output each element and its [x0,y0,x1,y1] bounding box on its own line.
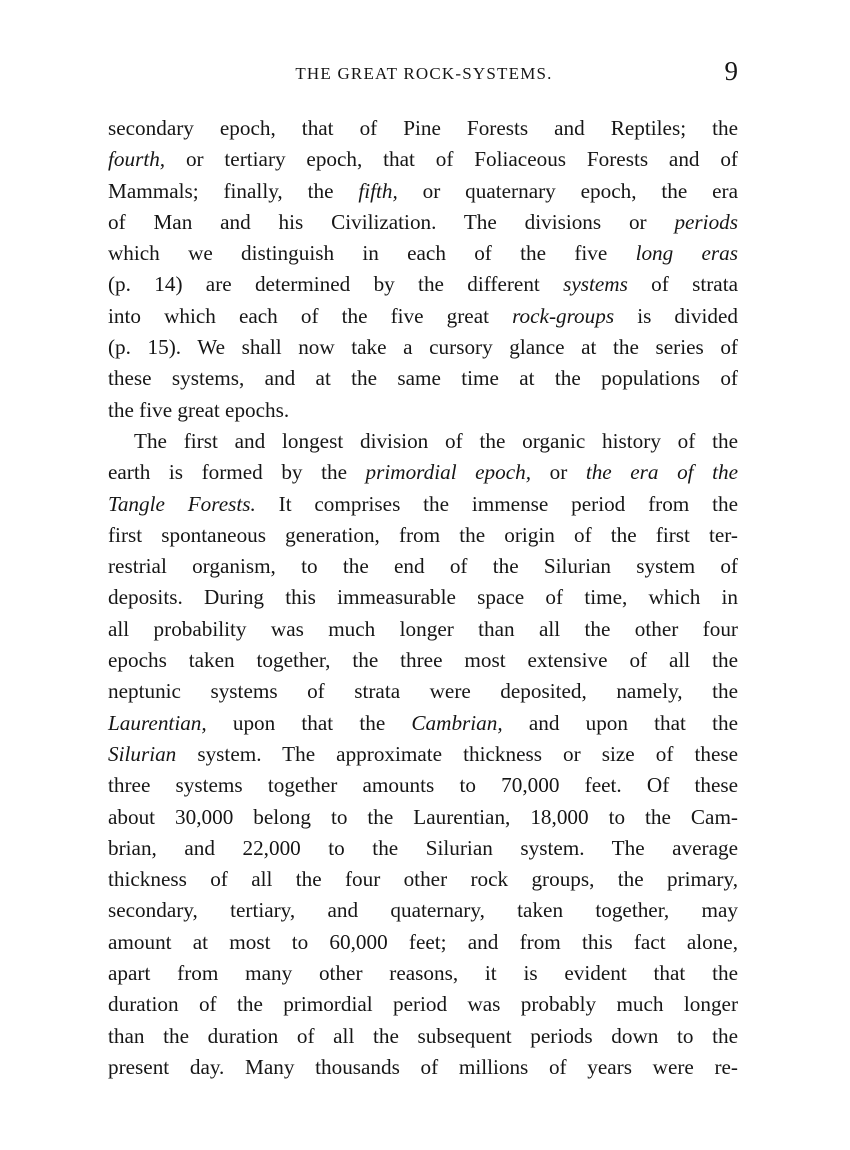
text-run: or [531,460,586,485]
text-run: Mammals; finally, the [108,178,359,203]
text-run: into which each of the five great [108,303,513,328]
text-run: the five great epochs. [108,397,290,422]
text-line [108,113,738,144]
text-line [108,489,738,520]
body-text [108,113,738,1083]
text-line [108,176,738,207]
text-line [108,958,738,989]
text-run: of Man and his Civilization. The divisions or [108,209,675,234]
text-line [108,269,738,300]
text-line [108,238,738,269]
text-line [108,864,738,895]
paragraph [108,113,738,426]
text-run: (p. 15). We shall now take a cursory glance at the series of [108,335,738,360]
italic-text: Laurentian, [108,710,207,735]
text-line [108,301,738,332]
text-run: secondary epoch, that of Pine Forests and Reptiles; the [108,116,738,140]
italic-text: Tangle Forests. [108,491,256,516]
text-line [108,457,738,488]
text-line [108,614,738,645]
text-line [108,520,738,551]
italic-text: primordial epoch, [365,460,532,485]
text-line [108,645,738,676]
text-line [108,332,738,363]
text-run: The first and longest division of the organic history of the [134,428,738,453]
italic-text: the era of the [585,460,739,485]
text-run: upon that the [206,710,412,735]
italic-text: periods [674,209,738,234]
text-line [108,802,738,833]
text-line [108,708,738,739]
text-line [108,739,738,770]
text-run: epochs taken together, the three most extensive of all the [108,648,738,673]
italic-text: systems [563,272,628,297]
page-number: 9 [724,56,738,86]
text-run: first spontaneous generation, from the origin of the first ter- [108,522,738,547]
text-line [108,551,738,582]
text-line [108,207,738,238]
text-line [108,989,738,1020]
text-run: system. The approximate thickness or size of these [176,741,738,766]
italic-text: long eras [635,241,739,266]
text-run: which we distinguish in each of the five [108,241,636,266]
text-line [108,1052,738,1083]
text-run: neptunic systems of strata were deposited, namely, the [108,679,738,704]
text-line [108,927,738,958]
text-line [108,426,738,457]
paragraph [108,426,738,1083]
text-run: It comprises the immense period from the [255,491,738,516]
text-run: thickness of all the four other rock groups, the primary, [108,867,738,892]
text-line [108,363,738,394]
italic-text: Cambrian, [411,710,503,735]
text-run: or quaternary epoch, the era [397,178,738,203]
text-line [108,1021,738,1052]
text-run: earth is formed by the [108,460,366,485]
text-run: is divided [614,303,738,328]
text-line [108,833,738,864]
text-line [108,395,738,426]
text-run: restrial organism, to the end of the Silurian system of [108,554,738,579]
text-line [108,582,738,613]
text-run: present day. Many thousands of millions of years were re- [108,1054,738,1079]
text-line [108,770,738,801]
text-run: secondary, tertiary, and quaternary, taken together, may [108,898,738,923]
text-run: of strata [627,272,738,297]
italic-text: fifth, [358,178,398,203]
italic-text: fourth, [108,147,166,172]
text-line [108,676,738,707]
text-run: deposits. During this immeasurable space of time, which in [108,585,738,610]
text-run: apart from many other reasons, it is evident that the [108,961,738,986]
text-run: than the duration of all the subsequent periods down to the [108,1023,738,1048]
text-run: about 30,000 belong to the Laurentian, 18,000 to the Cam- [108,804,738,829]
text-run: (p. 14) are determined by the different [108,272,564,297]
running-title: THE GREAT ROCK-SYSTEMS. [295,64,553,83]
text-run: all probability was much longer than all the other four [108,616,738,641]
text-run: or tertiary epoch, that of Foliaceous Forests and of [165,147,738,172]
text-run: three systems together amounts to 70,000 feet. Of these [108,773,738,798]
text-run: these systems, and at the same time at the populations of [108,366,738,391]
running-header [108,58,740,94]
italic-text: Silurian [108,741,177,766]
text-run: and upon that the [502,710,738,735]
text-line [108,895,738,926]
text-line [108,144,738,175]
italic-text: rock-groups [512,303,615,328]
text-run: duration of the primordial period was probably much longer [108,992,738,1017]
text-run: amount at most to 60,000 feet; and from this fact alone, [108,929,738,954]
text-run: brian, and 22,000 to the Silurian system. The average [108,835,738,860]
